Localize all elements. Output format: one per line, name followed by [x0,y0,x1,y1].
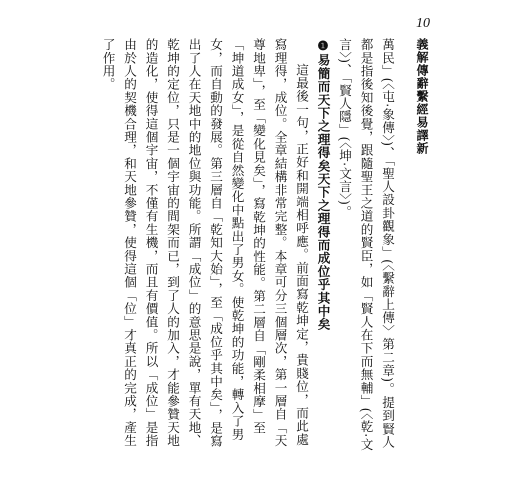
paragraph: 萬民」(〈屯‧象傳〉)、「聖人設卦觀象」(〈繫辭上傳〉第二章)。提到賢人都是指後知後覺，跟隨聖王之道的賢臣，如「賢人在下而無輔」(〈乾‧文言〉)、「賢人隱」(〈坤‧文言〉)。 [337,38,395,452]
body-text [100,38,398,458]
page-number: 10 [416,16,430,31]
running-header: 義解傳辭繫經易譯新 [415,38,429,155]
section-heading [312,38,334,458]
paragraph-text: 這最後一句，正好和開端相呼應。前面寫乾坤定，貴賤位，而此處寫理得，成位。全章結構非常完整。本章可分三個層次，第一層自「天尊地卑」，至「變化見矣」，寫乾坤的性能。第二層自「剛柔相摩」至「坤道成女」，是從自然變化中點出了男女。使乾坤的功能，轉入了男女，而自動的發展。第三層自「乾知大始」，至「成位乎其中矣」，是寫出了人在天地中的地位與功能。所謂「成位」的意思是說，單有天地、乾坤的定位，只是一個宇宙的間架而已，到了人的加入，才能參贊天地的造化，使得這個宇宙，不僅有生機，而且有價值。所以「成位」是指由於人的契機合理，和天地參贊，使得這個「位」才真正的完成，產生了作用。 [100,38,309,448]
section-heading-text: 易簡而天下之理得矣天下之理得而成位乎其中矣 [315,53,331,331]
circled-number-1: ❶ [315,38,331,54]
paragraph [97,38,312,458]
